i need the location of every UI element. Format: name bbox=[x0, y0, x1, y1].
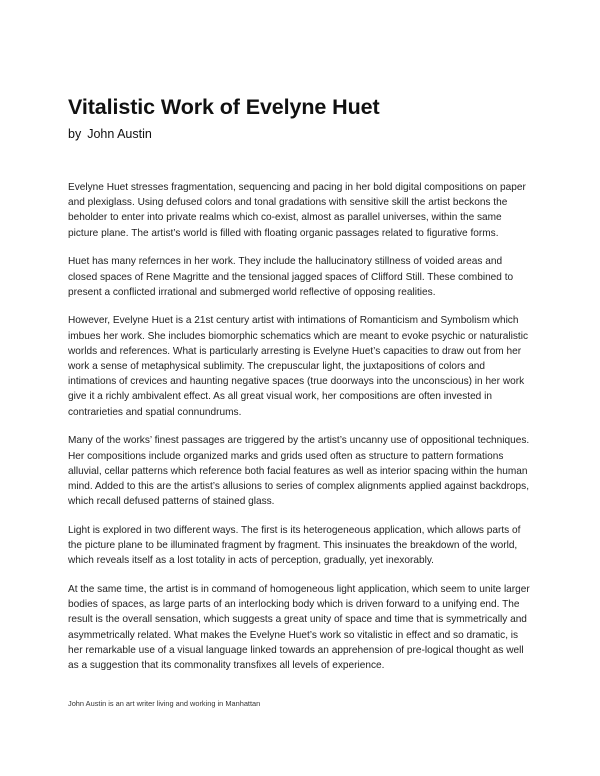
article-title: Vitalistic Work of Evelyne Huet bbox=[68, 95, 380, 119]
paragraph: Huet has many refernces in her work. They include the hallucinatory stillness of voided areas and closed spaces of Rene Magritte and the tensional jagged spaces of Clifford Still. These combined to present a conflicted irrational and submerged world reflective of opposing realities. bbox=[68, 256, 514, 298]
paragraph: At the same time, the artist is in command of homogeneous light application, which seem to unite larger bodies of spaces, as large parts of an interlocking body which is driven forward to a unifying end. The result is the overall sensation, which suggests a great unity of space and time that is symmetrically and asymmetrically related. What makes the Evelyne Huet’s work so vitalistic in effect and so dramatic, is her remarkable use of a visual language linked towards an apprehension of pre-logical thought as well as a suggestion that its commonality transfixes all levels of experience. bbox=[68, 583, 530, 671]
paragraph: Evelyne Huet stresses fragmentation, sequencing and pacing in her bold digital compositions on paper and plexiglass. Using defused colors and tonal gradations with sensitive skill the artist beckons the beholder to enter into private realms which co-exist, almost as parallel universes, within the same picture plane. The artist’s world is filled with floating organic passages related to figurative forms. bbox=[68, 182, 526, 239]
author-name: John Austin bbox=[87, 127, 152, 141]
paragraph: However, Evelyne Huet is a 21st century artist with intimations of Romanticism and Symbolism which imbues her work. She includes biomorphic schematics which are meant to evoke psychic or naturalistic worlds and references. What is particularly arresting is Evelyne Huet’s capacities to draw out from her work a sense of metaphysical sublimity. The crepuscular light, the juxtapositions of colors and intimations of crevices and haunting negative spaces (true doorways into the unconscious) in her work give it a richly ambivalent effect. As all great visual work, her compositions are often invested in contrarieties and spatial connundrums. bbox=[68, 315, 529, 418]
byline-prefix: by bbox=[68, 127, 82, 141]
author-footnote: John Austin is an art writer living and working in Manhattan bbox=[68, 699, 261, 709]
byline bbox=[68, 126, 532, 142]
paragraph: Light is explored in two different ways. The first is its heterogeneous application, which allows parts of the picture plane to be illuminated fragment by fragment. This insinuates the breakdown of the world, which reveals itself as a lost totality in acts of perception, gradually, yet inexorably. bbox=[68, 524, 521, 567]
article-body bbox=[68, 180, 532, 673]
article bbox=[68, 94, 532, 709]
paragraph: Many of the works’ finest passages are triggered by the artist’s uncanny use of oppositional techniques. Her compositions include organized marks and grids used often as structure to pattern formations alluvial, cellar patterns which reference both facial features as well as interior spacing within the human mind. Added to this are the artist’s allusions to series of complex alignments applied against backdrops, which recall defused patterns of stained glass. bbox=[68, 435, 530, 508]
